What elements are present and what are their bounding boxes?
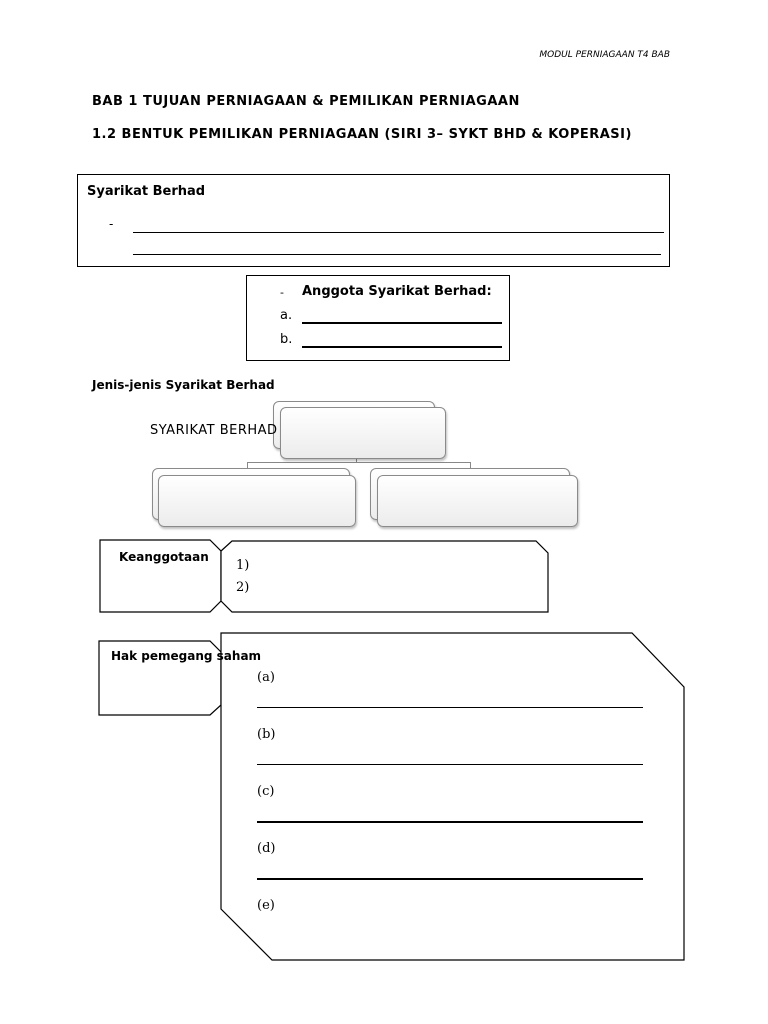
members-heading: Anggota Syarikat Berhad:	[302, 284, 492, 299]
rights-label: Hak pemegang saham	[111, 649, 262, 663]
rights-item-e: (e)	[257, 898, 275, 913]
rights-item-a: (a)	[257, 670, 275, 685]
chapter-title: BAB 1 TUJUAN PERNIAGAAN & PEMILIKAN PERNIAGAAN	[92, 94, 520, 109]
chapter-subtitle: 1.2 BENTUK PEMILIKAN PERNIAGAAN (SIRI 3– SYKT BHD & KOPERASI)	[92, 127, 632, 142]
members-item-b: b.	[280, 332, 293, 347]
members-item-a: a.	[280, 308, 293, 323]
rights-item-d: (d)	[257, 841, 276, 856]
rights-answer-line-a[interactable]	[257, 707, 643, 708]
membership-label: Keanggotaan	[119, 550, 209, 564]
membership-item-2: 2)	[236, 580, 250, 595]
rights-item-c: (c)	[257, 784, 275, 799]
definition-bullet: -	[109, 217, 114, 231]
members-bullet: -	[280, 286, 284, 299]
rights-answer-line-c[interactable]	[257, 821, 643, 823]
root-card-label: SYARIKAT BERHAD	[150, 423, 278, 438]
rights-item-b: (b)	[257, 727, 276, 742]
membership-answer-shape	[221, 541, 548, 612]
rights-answer-line-b[interactable]	[257, 764, 643, 765]
rights-answer-line-d[interactable]	[257, 878, 643, 880]
definition-heading: Syarikat Berhad	[87, 184, 206, 199]
module-header: MODUL PERNIAGAAN T4 BAB	[539, 50, 670, 60]
types-heading: Jenis-jenis Syarikat Berhad	[92, 378, 275, 392]
membership-item-1: 1)	[236, 558, 250, 573]
rights-answer-shape	[221, 633, 684, 960]
